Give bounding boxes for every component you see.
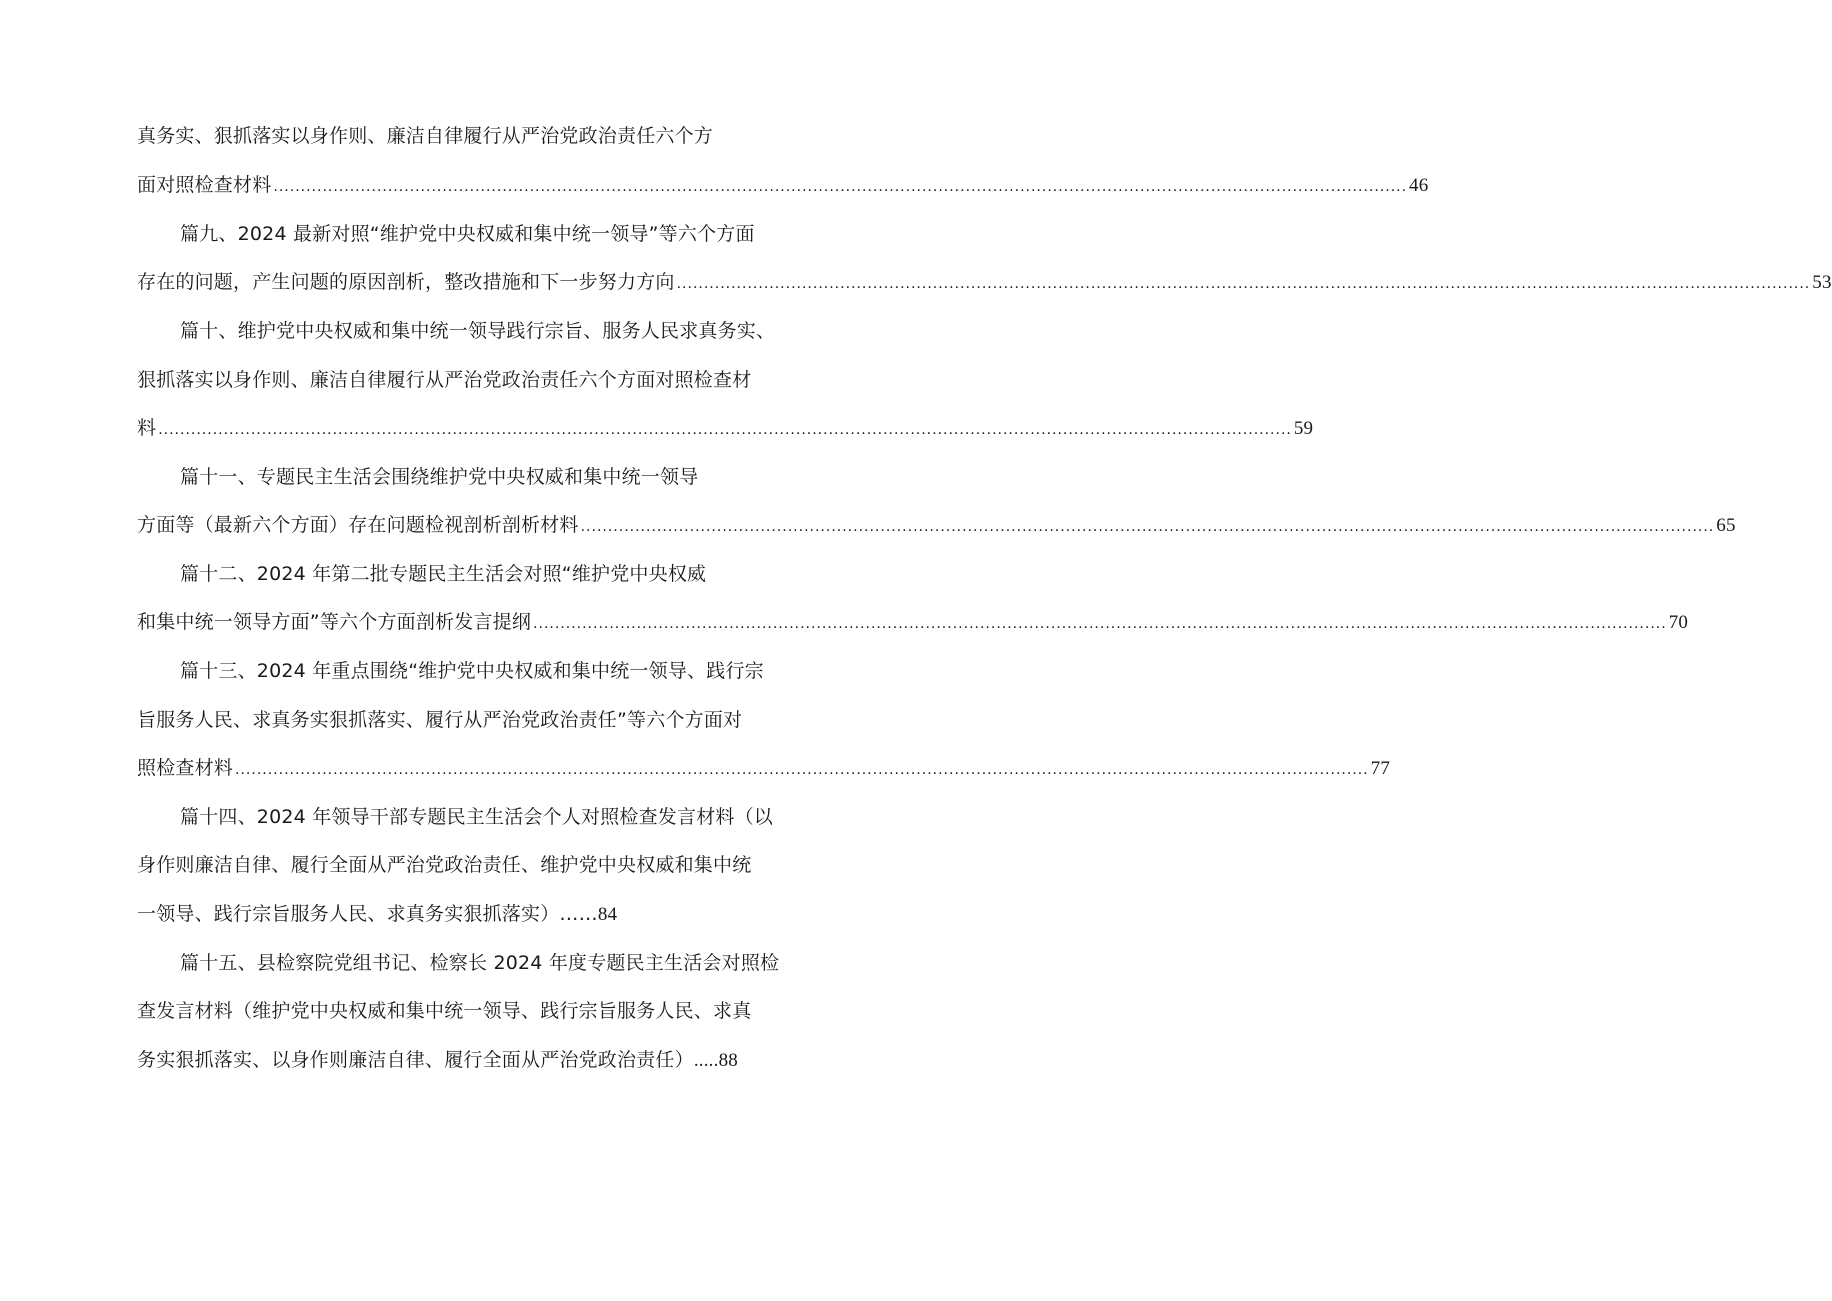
page-number: 77 (1370, 758, 1391, 779)
toc-line: 旨服务人民、求真务实狠抓落实、履行从严治党政治责任”等六个方面对 (137, 709, 743, 731)
dot-leader: ................................................................................................................................................................................................................ (676, 276, 1811, 292)
toc-entry-title: 篇十、维护党中央权威和集中统一领导践行宗旨、服务人民求真务实、 (180, 320, 776, 342)
dot-leader: ................................................................................................................................................................................................................ (158, 422, 1292, 438)
toc-line: 真务实、狠抓落实以身作则、廉洁自律履行从严治党政治责任六个方 (137, 125, 714, 147)
dot-leader: ................................................................................................................................................................................................................ (235, 762, 1369, 778)
toc-line-with-page: 料 ................................................................................................................................................................................................................ 59 (137, 416, 779, 442)
page-number: 65 (1716, 515, 1736, 536)
dot-leader: ..... (693, 1050, 719, 1071)
dot-leader: ................................................................................................................................................................................................................ (273, 179, 1408, 195)
page-number: 88 (718, 1050, 738, 1071)
toc-entry-title: 篇十五、县检察院党组书记、检察长 2024 年度专题民主生活会对照检 (180, 952, 780, 974)
toc-entry-title: 篇十一、专题民主生活会围绕维护党中央权威和集中统一领导 (180, 466, 699, 488)
toc-entry-title: 篇十三、2024 年重点围绕“维护党中央权威和集中统一领导、践行宗 (180, 660, 764, 682)
page-number: 59 (1293, 418, 1314, 439)
toc-line-with-page: 照检查材料 ................................................................................................................................................................................................................ 77 (137, 756, 779, 782)
dot-leader: ................................................................................................................................................................................................................ (533, 616, 1667, 632)
toc-line-with-page: 和集中统一领导方面”等六个方面剖析发言提纲 ................................................................................................................................................................................................................ 70 (137, 610, 767, 636)
toc-line-with-page: 面对照检查材料 ................................................................................................................................................................................................................ 46 (137, 173, 767, 199)
toc-line: 狠抓落实以身作则、廉洁自律履行从严治党政治责任六个方面对照检查材 (137, 369, 752, 391)
toc-line: 查发言材料（维护党中央权威和集中统一领导、践行宗旨服务人民、求真 (137, 1000, 752, 1022)
toc-line-with-page: 一领导、践行宗旨服务人民、求真务实狠抓落实）……84 (137, 903, 618, 925)
page-number: 70 (1668, 612, 1689, 633)
toc-entry-title: 篇九、2024 最新对照“维护党中央权威和集中统一领导”等六个方面 (180, 223, 755, 245)
dot-leader: ................................................................................................................................................................................................................ (580, 519, 1715, 535)
toc-entry-title: 篇十二、2024 年第二批专题民主生活会对照“维护党中央权威 (180, 563, 707, 585)
page-number: 46 (1409, 175, 1429, 196)
toc-entry-title: 篇十四、2024 年领导干部专题民主生活会个人对照检查发言材料（以 (180, 806, 773, 828)
page-number: 53 (1812, 272, 1832, 293)
toc-line-with-page: 务实狠抓落实、以身作则廉洁自律、履行全面从严治党政治责任）.....88 (137, 1049, 738, 1071)
toc-line-with-page: 方面等（最新六个方面）存在问题检视剖析剖析材料 ................................................................................................................................................................................................................ 65 (137, 513, 767, 539)
toc-line-with-page: 存在的问题，产生问题的原因剖析，整改措施和下一步努力方向 ................................................................................................................................................................................................................ 53 (137, 270, 779, 296)
page-number: 84 (597, 904, 618, 925)
toc-line: 身作则廉洁自律、履行全面从严治党政治责任、维护党中央权威和集中统 (137, 854, 752, 876)
